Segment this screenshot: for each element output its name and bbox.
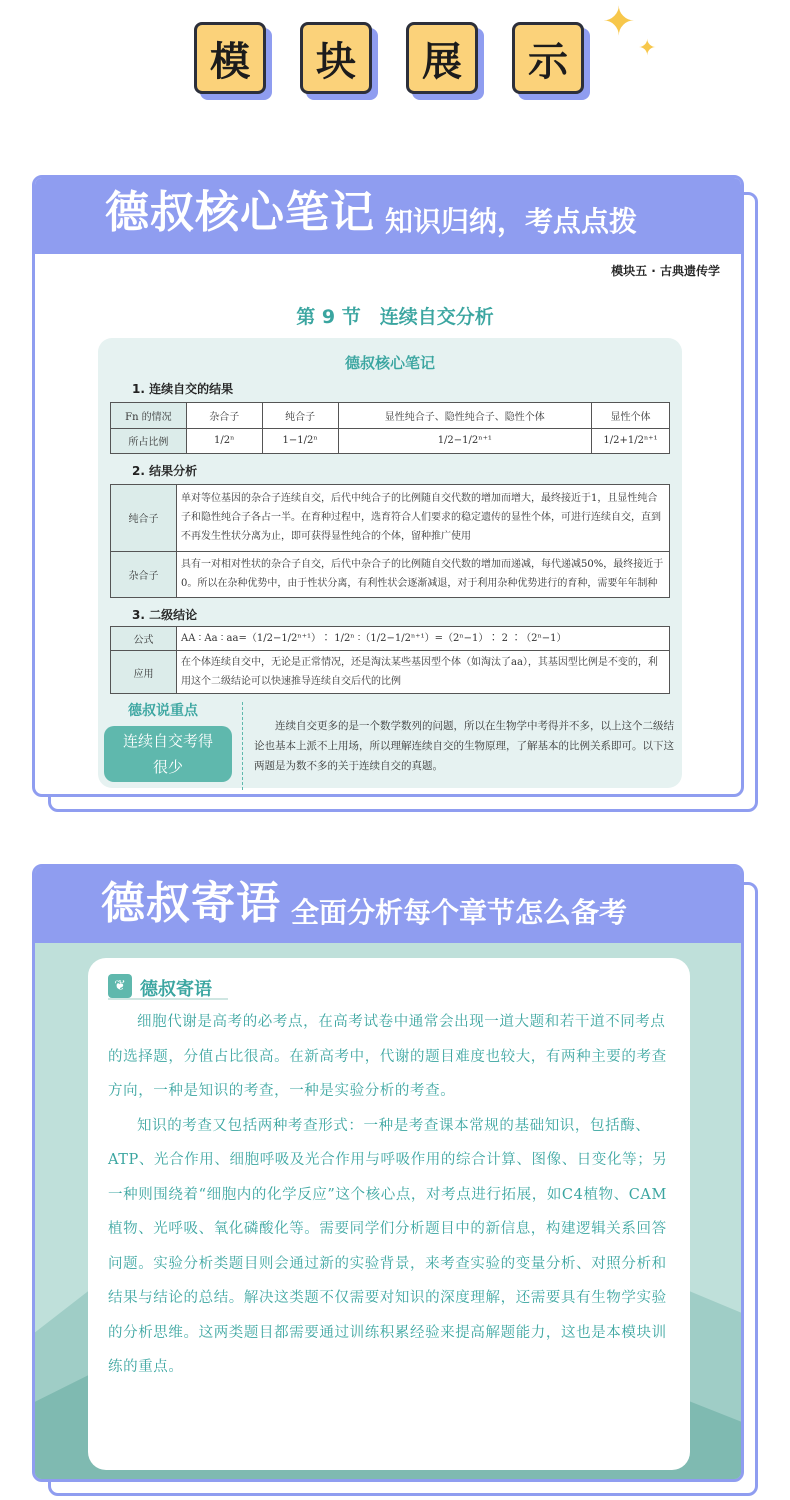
core-notes-banner bbox=[35, 178, 741, 254]
letter-body bbox=[108, 1005, 674, 1385]
table-cell: 显性个体 bbox=[592, 403, 670, 429]
header-tile-char: 块 bbox=[300, 22, 372, 94]
section-heading: 德叔核心笔记 bbox=[105, 187, 375, 238]
table-row bbox=[111, 651, 670, 694]
badge-line: 很少 bbox=[152, 758, 183, 776]
header-tile bbox=[194, 22, 272, 96]
results-table bbox=[110, 402, 670, 454]
part1-heading: 1. 连续自交的结果 bbox=[132, 382, 234, 396]
table-row bbox=[111, 485, 670, 552]
section-subheading: 知识归纳，考点点拨 bbox=[385, 205, 638, 238]
table-row bbox=[111, 551, 670, 597]
table-row bbox=[111, 428, 670, 454]
badge-line: 连续自交考得 bbox=[122, 732, 213, 750]
conclusion-table bbox=[110, 626, 670, 694]
table-cell: 具有一对相对性状的杂合子自交，后代中杂合子的比例随自交代数的增加而递减，每代递减50%，最终接近于0。所以在杂种优势中，由于性状分离，有利性状会逐渐减退，对于利用杂种优势进行的育种，需要年年制种 bbox=[177, 551, 670, 597]
table-cell: 纯合子 bbox=[262, 403, 338, 429]
table-cell: 1/2+1/2ⁿ⁺¹ bbox=[592, 428, 670, 454]
leaf-icon: ❦ bbox=[108, 974, 132, 998]
table-cell: 1/2ⁿ bbox=[186, 428, 262, 454]
table-cell: AA ∶ Aa ∶ aa=（1/2−1/2ⁿ⁺¹）∶ 1/2ⁿ ∶（1/2−1/2ⁿ⁺¹）=（2ⁿ−1）∶ 2 ∶（2ⁿ−1） bbox=[177, 627, 670, 651]
table-cell: 1−1/2ⁿ bbox=[262, 428, 338, 454]
header-tile-char: 展 bbox=[406, 22, 478, 94]
table-cell: 杂合子 bbox=[186, 403, 262, 429]
highlight-text: 连续自交更多的是一个数学数列的问题，所以在生物学中考得并不多，以上这个二级结论也基本上派不上用场，所以理解连续自交的生物原理，了解基本的比例关系即可。以下这两题是为数不多的关于连续自交的真题。 bbox=[254, 720, 674, 772]
table-cell: 杂合子 bbox=[111, 551, 177, 597]
part3-heading: 3. 二级结论 bbox=[132, 608, 198, 622]
analysis-table bbox=[110, 484, 670, 598]
module-showcase-header bbox=[0, 22, 790, 106]
table-cell: 在个体连续自交中，无论是正常情况，还是淘汰某些基因型个体（如淘汰了aa），其基因型比例是不变的，利用这个二级结论可以快速推导连续自交后代的比例 bbox=[177, 651, 670, 694]
highlight-label: 德叔说重点 bbox=[128, 703, 198, 719]
header-tile bbox=[300, 22, 378, 96]
table-cell: 纯合子 bbox=[111, 485, 177, 552]
letter-paragraph: 知识的考查又包括两种考查形式：一种是考查课本常规的基础知识，包括酶、ATP、光合作用、细胞呼吸及光合作用与呼吸作用的综合计算、图像、日变化等；另一种则围绕着“细胞内的化学反应”这个核心点，对考点进行拓展，如C4植物、CAM植物、光呼吸、氧化磷酸化等。需要同学们分析题目中的新信息，构建逻辑关系回答问题。实验分析类题目则会通过新的实验背景，来考查实验的变量分析、对照分析和结果与结论的总结。解决这类题不仅需要对知识的深度理解，还需要具有生物学实验的分析思维。这两类题目都需要通过训练积累经验来提高解题能力，这也是本模块训练的重点。 bbox=[108, 1117, 668, 1375]
table-cell: 1/2−1/2ⁿ⁺¹ bbox=[338, 428, 591, 454]
header-tile-char: 示 bbox=[512, 22, 584, 94]
header-tile-char: 模 bbox=[194, 22, 266, 94]
table-cell: 公式 bbox=[111, 627, 177, 651]
table-cell: 单对等位基因的杂合子连续自交，后代中纯合子的比例随自交代数的增加而增大，最终接近于1，且显性纯合子和隐性纯合子各占一半。在育种过程中，选育符合人们要求的稳定遗传的显性个体，可进行连续自交，直到不再发生性状分离为止，即可获得显性纯合的个体，留种推广使用 bbox=[177, 485, 670, 552]
highlight-badge bbox=[104, 726, 232, 782]
table-row bbox=[111, 627, 670, 651]
part2-heading: 2. 结果分析 bbox=[132, 464, 198, 478]
table-cell: Fn 的情况 bbox=[111, 403, 187, 429]
section-subheading: 全面分析每个章节怎么备考 bbox=[291, 896, 628, 929]
divider bbox=[242, 702, 243, 790]
section-heading: 德叔寄语 bbox=[101, 878, 281, 929]
table-row bbox=[111, 403, 670, 429]
panel-title: 德叔核心笔记 bbox=[344, 354, 435, 372]
letter-title: 德叔寄语 bbox=[140, 979, 212, 1000]
table-cell: 所占比例 bbox=[111, 428, 187, 454]
letter-banner bbox=[35, 867, 741, 943]
header-tile bbox=[406, 22, 484, 96]
module-label: 模块五 · 古典遗传学 bbox=[611, 264, 720, 278]
table-cell: 显性纯合子、隐性纯合子、隐性个体 bbox=[338, 403, 591, 429]
sparkle-icon: ✦ bbox=[602, 0, 636, 45]
sparkle-icon: ✦ bbox=[638, 36, 657, 61]
table-cell: 应用 bbox=[111, 651, 177, 694]
header-tile bbox=[512, 22, 590, 96]
lesson-title: 第 9 节 连续自交分析 bbox=[296, 306, 494, 328]
letter-paragraph: 细胞代谢是高考的必考点，在高考试卷中通常会出现一道大题和若干道不同考点的选择题，分值占比很高。在新高考中，代谢的题目难度也较大，有两种主要的考查方向，一种是知识的考查，一种是实验分析的考查。 bbox=[108, 1014, 667, 1099]
